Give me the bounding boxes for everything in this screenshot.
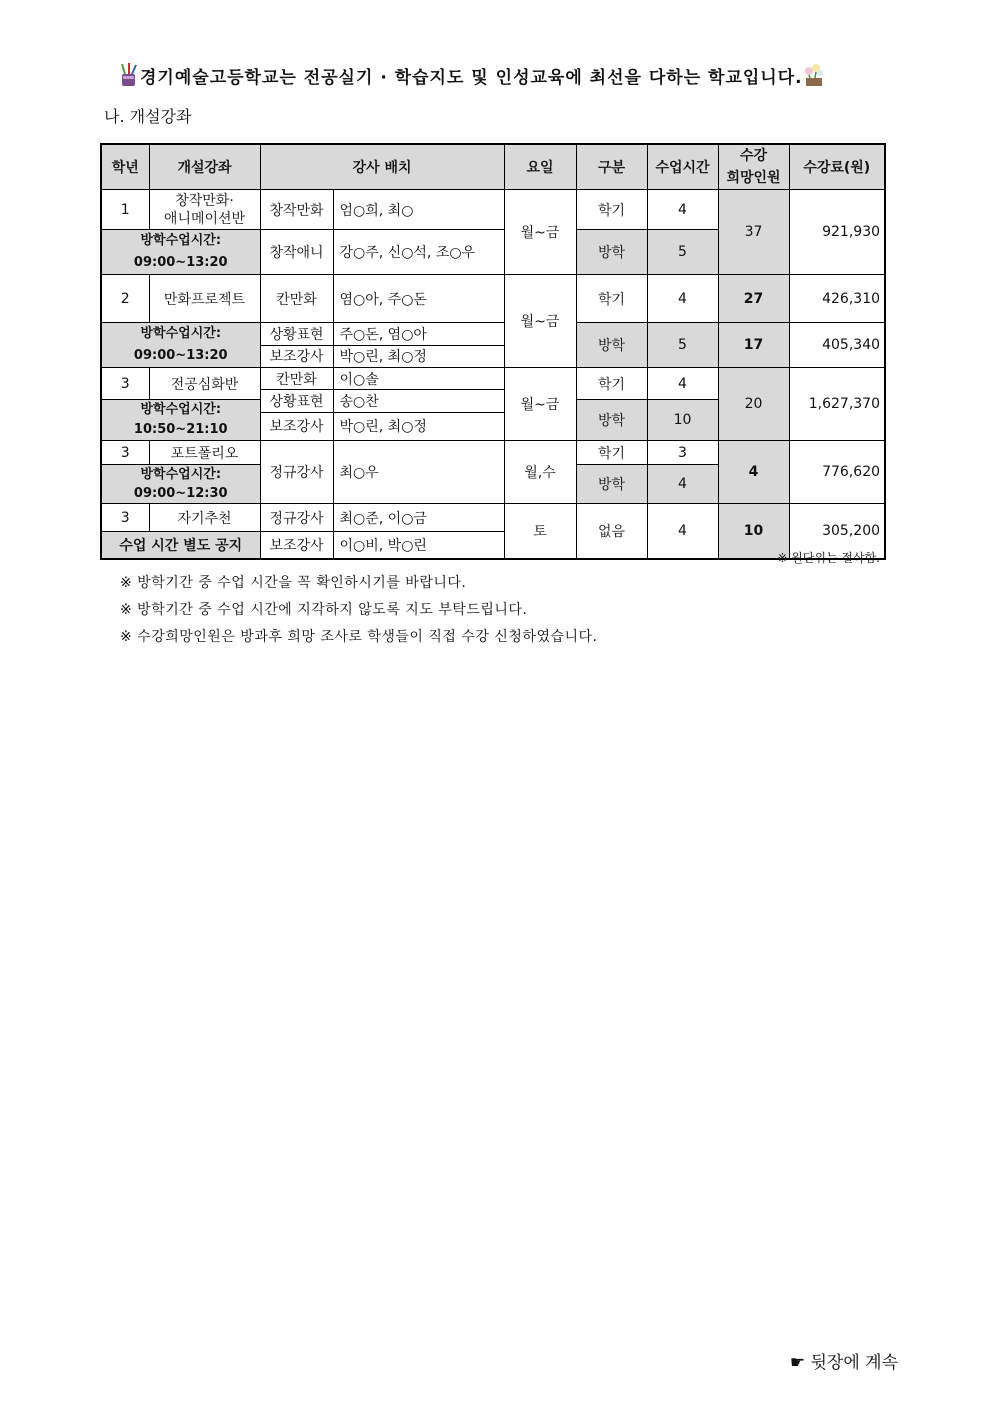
instructor-role: 정규강사 xyxy=(260,441,333,504)
type-cell: 학기 xyxy=(576,441,647,465)
day-cell: 월~금 xyxy=(504,190,576,275)
table-row xyxy=(101,275,885,323)
grade-cell: 3 xyxy=(101,504,149,532)
instructor-role: 정규강사 xyxy=(260,504,333,532)
applicants-cell: 17 xyxy=(718,323,789,368)
instructor-names: 이○솔 xyxy=(333,368,504,390)
hours-cell: 4 xyxy=(647,368,718,400)
day-cell: 월,수 xyxy=(504,441,576,504)
type-cell: 학기 xyxy=(576,190,647,230)
course-cell: 전공심화반 xyxy=(149,368,260,400)
hours-cell: 10 xyxy=(647,400,718,441)
instructor-role: 보조강사 xyxy=(260,345,333,368)
hours-cell: 5 xyxy=(647,323,718,368)
day-cell: 월~금 xyxy=(504,368,576,441)
table-note: ※ 원단위는 절삭함. xyxy=(777,551,880,565)
vacation-time-cell xyxy=(101,465,260,504)
header-hours: 수업시간 xyxy=(647,144,718,190)
table-row xyxy=(101,441,885,465)
instructor-role: 칸만화 xyxy=(260,275,333,323)
notes-list xyxy=(120,570,598,651)
hours-cell: 5 xyxy=(647,230,718,275)
hours-cell: 4 xyxy=(647,504,718,559)
course-cell: 창작만화· 애니메이션반 xyxy=(149,190,260,230)
vacation-time-value: 10:50~21:10 xyxy=(133,422,228,437)
footer-text: 뒷장에 계속 xyxy=(810,1353,898,1373)
table-row xyxy=(101,190,885,230)
instructor-names: 이○비, 박○린 xyxy=(333,532,504,559)
header-applicants: 수강 희망인원 xyxy=(718,144,789,190)
type-cell: 학기 xyxy=(576,275,647,323)
instructor-role: 칸만화 xyxy=(260,368,333,390)
instructor-role: 보조강사 xyxy=(260,412,333,440)
fee-cell: 405,340 xyxy=(789,323,885,368)
instructor-names: 박○린, 최○정 xyxy=(333,412,504,440)
header-day: 요일 xyxy=(504,144,576,190)
course-cell: 자기추천 xyxy=(149,504,260,532)
paint-jar-icon xyxy=(118,62,140,88)
type-cell: 학기 xyxy=(576,368,647,400)
hours-cell: 4 xyxy=(647,275,718,323)
note-item: ※ 수강희망인원은 방과후 희망 조사로 학생들이 직접 수강 신청하였습니다. xyxy=(120,629,598,645)
pointing-hand-icon: ☛ xyxy=(789,1353,806,1373)
footer-continue xyxy=(790,1348,898,1373)
table-row xyxy=(101,323,885,346)
vacation-time-label: 방학수업시간: xyxy=(140,402,222,417)
instructor-names: 염○아, 주○돈 xyxy=(333,275,504,323)
header-fee: 수강료(원) xyxy=(789,144,885,190)
type-cell: 방학 xyxy=(576,230,647,275)
note-item: ※ 방학기간 중 수업 시간을 꼭 확인하시기를 바랍니다. xyxy=(120,575,467,591)
header-instructor: 강사 배치 xyxy=(260,144,504,190)
type-cell: 방학 xyxy=(576,323,647,368)
applicants-cell: 27 xyxy=(718,275,789,323)
instructor-role: 상황표현 xyxy=(260,323,333,346)
fee-cell: 776,620 xyxy=(789,441,885,504)
instructor-names: 최○우 xyxy=(333,441,504,504)
flowers-icon xyxy=(803,62,825,88)
instructor-names: 박○린, 최○정 xyxy=(333,345,504,368)
header-title: 경기예술고등학교는 전공실기 · 학습지도 및 인성교육에 최선을 다하는 학교입니다. xyxy=(140,67,803,88)
table-row xyxy=(101,504,885,532)
fee-cell: 426,310 xyxy=(789,275,885,323)
type-cell: 없음 xyxy=(576,504,647,559)
vacation-time-cell xyxy=(101,323,260,368)
page-header xyxy=(118,60,878,90)
vacation-time-value: 09:00~13:20 xyxy=(133,255,228,270)
day-cell: 토 xyxy=(504,504,576,559)
course-cell: 포트폴리오 xyxy=(149,441,260,465)
note-item: ※ 방학기간 중 수업 시간에 지각하지 않도록 지도 부탁드립니다. xyxy=(120,602,528,618)
hours-cell: 4 xyxy=(647,190,718,230)
fee-cell: 305,200 xyxy=(789,504,885,559)
fee-cell: 921,930 xyxy=(789,190,885,275)
vacation-time-label: 방학수업시간: xyxy=(140,233,222,248)
grade-cell: 2 xyxy=(101,275,149,323)
grade-cell: 1 xyxy=(101,190,149,230)
type-cell: 방학 xyxy=(576,400,647,441)
vacation-time-value: 09:00~12:30 xyxy=(133,486,228,501)
applicants-cell: 10 xyxy=(718,504,789,559)
instructor-names: 엄○희, 최○ xyxy=(333,190,504,230)
instructor-role: 창작애니 xyxy=(260,230,333,275)
table-header-row xyxy=(101,144,885,190)
instructor-role: 창작만화 xyxy=(260,190,333,230)
instructor-names: 최○준, 이○금 xyxy=(333,504,504,532)
applicants-cell: 4 xyxy=(718,441,789,504)
instructor-names: 주○돈, 염○아 xyxy=(333,323,504,346)
section-title: 나. 개설강좌 xyxy=(104,107,192,126)
vacation-time-value: 09:00~13:20 xyxy=(133,348,228,363)
grade-cell: 3 xyxy=(101,441,149,465)
course-cell: 만화프로젝트 xyxy=(149,275,260,323)
grade-cell: 3 xyxy=(101,368,149,400)
courses-table xyxy=(100,143,886,560)
instructor-role: 상황표현 xyxy=(260,390,333,413)
vacation-time-cell xyxy=(101,400,260,441)
day-cell: 월~금 xyxy=(504,275,576,368)
header-grade: 학년 xyxy=(101,144,149,190)
type-cell: 방학 xyxy=(576,465,647,504)
vacation-time-label: 방학수업시간: xyxy=(140,467,222,482)
separate-notice-cell: 수업 시간 별도 공지 xyxy=(101,532,260,559)
instructor-names: 강○주, 신○석, 조○우 xyxy=(333,230,504,275)
instructor-names: 송○찬 xyxy=(333,390,504,413)
table-row xyxy=(101,368,885,390)
applicants-cell: 20 xyxy=(718,368,789,441)
hours-cell: 3 xyxy=(647,441,718,465)
header-type: 구분 xyxy=(576,144,647,190)
header-course: 개설강좌 xyxy=(149,144,260,190)
applicants-cell: 37 xyxy=(718,190,789,275)
fee-cell: 1,627,370 xyxy=(789,368,885,441)
vacation-time-label: 방학수업시간: xyxy=(140,326,222,341)
vacation-time-cell xyxy=(101,230,260,275)
instructor-role: 보조강사 xyxy=(260,532,333,559)
hours-cell: 4 xyxy=(647,465,718,504)
